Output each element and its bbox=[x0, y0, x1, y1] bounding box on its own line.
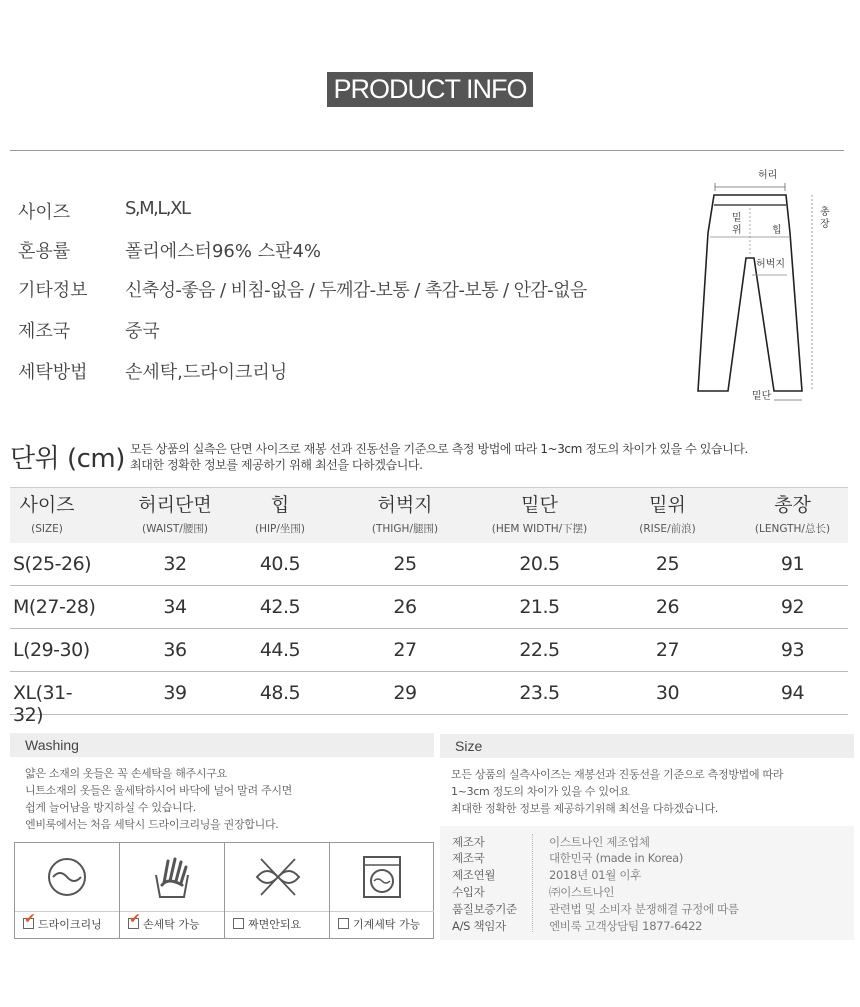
header-cell: 밑단 (HEM WIDTH/下摆) bbox=[491, 494, 588, 535]
table-cell: 93 bbox=[780, 639, 805, 661]
product-info-header bbox=[0, 72, 860, 107]
table-cell: S(25-26) bbox=[13, 553, 92, 575]
care-label: ✔드라이크리닝 bbox=[15, 911, 119, 938]
washing-heading: Washing bbox=[10, 733, 434, 757]
table-row bbox=[10, 672, 848, 726]
unit-note-line: 최대한 정확한 정보를 제공하기 위해 최선을 다하겠습니다. bbox=[130, 458, 423, 472]
table-cell: 44.5 bbox=[259, 639, 301, 661]
info-key: 제조국 bbox=[18, 321, 71, 342]
table-row bbox=[10, 543, 848, 586]
info-value: 중국 bbox=[125, 321, 160, 342]
rise-label-1: 밑 bbox=[732, 213, 742, 224]
checkbox-icon bbox=[338, 918, 349, 929]
table-cell: 21.5 bbox=[519, 596, 560, 618]
care-label: 기계세탁 가능 bbox=[330, 911, 434, 938]
info-value: S,M,L,XL bbox=[125, 198, 190, 219]
table-cell: 40.5 bbox=[259, 553, 301, 575]
table-cell: 92 bbox=[780, 596, 805, 618]
info-key: 혼용률 bbox=[18, 241, 71, 262]
table-cell: 39 bbox=[163, 682, 187, 704]
no-wring-icon bbox=[253, 853, 303, 901]
table-cell: XL(31-32) bbox=[13, 682, 73, 726]
table-cell: 34 bbox=[163, 596, 187, 618]
table-cell: 32 bbox=[163, 553, 187, 575]
table-cell: 30 bbox=[655, 682, 680, 704]
table-cell: 48.5 bbox=[259, 682, 301, 704]
size-table-header bbox=[10, 487, 848, 543]
table-row bbox=[10, 629, 848, 672]
table-cell: 25 bbox=[655, 553, 680, 575]
size-heading: Size bbox=[440, 734, 854, 758]
info-key: 기타정보 bbox=[18, 280, 88, 301]
checkbox-icon bbox=[233, 918, 244, 929]
info-value: 손세탁,드라이크리닝 bbox=[125, 362, 288, 383]
care-label: 짜면안되요 bbox=[225, 911, 329, 938]
header-cell: 허리단면 (WAIST/腰围) bbox=[138, 494, 212, 535]
table-cell: 27 bbox=[655, 639, 680, 661]
washing-text bbox=[25, 765, 292, 833]
check-icon bbox=[128, 918, 139, 929]
washing-line: 엔비룩에서는 처음 세탁시 드라이크리닝을 권장합니다. bbox=[25, 818, 279, 831]
care-dry-clean bbox=[15, 843, 120, 938]
thigh-label: 허벅지 bbox=[756, 259, 785, 270]
unit-note-line: 모든 상품의 실측은 단면 사이즈로 재봉 선과 진동선을 기준으로 측정 방법에 따라 1~3cm 정도의 차이가 있을 수 있습니다. bbox=[130, 442, 748, 456]
info-value: 폴리에스터96% 스판4% bbox=[125, 241, 322, 262]
pants-measurement-diagram bbox=[690, 163, 840, 413]
table-cell: 26 bbox=[655, 596, 680, 618]
washing-line: 얇은 소재의 옷들은 꼭 손세탁을 해주시구요 bbox=[25, 767, 227, 780]
washing-line: 쉽게 늘어남을 방지하실 수 있습니다. bbox=[25, 801, 196, 814]
care-label: ✔ 손세탁 가능 bbox=[120, 911, 224, 938]
waist-label: 허리 bbox=[758, 170, 778, 181]
header-cell: 허벅지 (THIGH/腿围) bbox=[371, 494, 439, 535]
table-cell: 25 bbox=[393, 553, 417, 575]
length-label-1: 총 bbox=[820, 207, 830, 218]
size-line: 1~3cm 정도의 차이가 있을 수 있어요 bbox=[451, 785, 630, 798]
table-cell: 94 bbox=[780, 682, 805, 704]
header-cell: 밑위 (RISE/前浪) bbox=[639, 494, 696, 535]
header-cell: 사이즈 (SIZE) bbox=[19, 494, 75, 535]
table-cell: 23.5 bbox=[519, 682, 560, 704]
care-hand-wash bbox=[120, 843, 225, 938]
page-title: PRODUCT INFO bbox=[327, 72, 532, 107]
table-cell: 42.5 bbox=[259, 596, 301, 618]
hip-label: 힙 bbox=[772, 225, 782, 236]
hem-label: 밑단 bbox=[752, 391, 772, 402]
size-text bbox=[451, 766, 783, 817]
table-cell: 29 bbox=[393, 682, 417, 704]
divider bbox=[10, 150, 844, 151]
size-line: 최대한 정확한 정보를 제공하기위해 최선을 다하겠습니다. bbox=[451, 802, 719, 815]
info-key: 세탁방법 bbox=[18, 362, 88, 383]
unit-title: 단위 (cm) bbox=[10, 444, 125, 474]
header-cell: 힙 (HIP/坐围) bbox=[254, 494, 306, 535]
length-label-2: 장 bbox=[820, 219, 830, 230]
table-cell: 27 bbox=[393, 639, 417, 661]
table-cell: L(29-30) bbox=[13, 639, 90, 661]
size-table bbox=[10, 487, 848, 726]
table-row bbox=[10, 586, 848, 629]
hand-wash-icon bbox=[148, 853, 196, 901]
manufacturer-info: 제조자 이스트나인 제조업체 제조국 대한민국 (made in Korea) 제조연월 2018년 01월 이후 수입자 ㈜이스트나인 품질보증기준 관련법 및 소비자 분쟁해결 규정에 따름 A/S 책임자 엔비룩 고객상담팀 1877-6422 bbox=[440, 826, 854, 940]
machine-wash-icon bbox=[358, 853, 406, 901]
table-cell: M(27-28) bbox=[13, 596, 96, 618]
info-value: 신축성-좋음 / 비침-없음 / 두께감-보통 / 촉감-보통 / 안감-없음 bbox=[125, 280, 587, 301]
care-symbol-grid bbox=[14, 842, 434, 939]
dry-clean-icon bbox=[43, 853, 91, 901]
care-no-wring bbox=[225, 843, 330, 938]
check-icon bbox=[23, 918, 34, 929]
washing-line: 니트소재의 옷들은 울세탁하시어 바닥에 널어 말려 주시면 bbox=[25, 784, 293, 797]
rise-label-2: 위 bbox=[732, 225, 742, 236]
size-line: 모든 상품의 실측사이즈는 재봉선과 진동선을 기준으로 측정방법에 따라 bbox=[451, 768, 784, 781]
table-cell: 36 bbox=[163, 639, 187, 661]
header-cell: 총장 (LENGTH/总长) bbox=[754, 494, 831, 535]
info-key: 사이즈 bbox=[18, 202, 71, 223]
table-cell: 20.5 bbox=[519, 553, 560, 575]
unit-note bbox=[130, 441, 748, 473]
table-cell: 22.5 bbox=[519, 639, 560, 661]
table-cell: 91 bbox=[780, 553, 805, 575]
table-cell: 26 bbox=[393, 596, 417, 618]
care-machine-wash bbox=[330, 843, 435, 938]
